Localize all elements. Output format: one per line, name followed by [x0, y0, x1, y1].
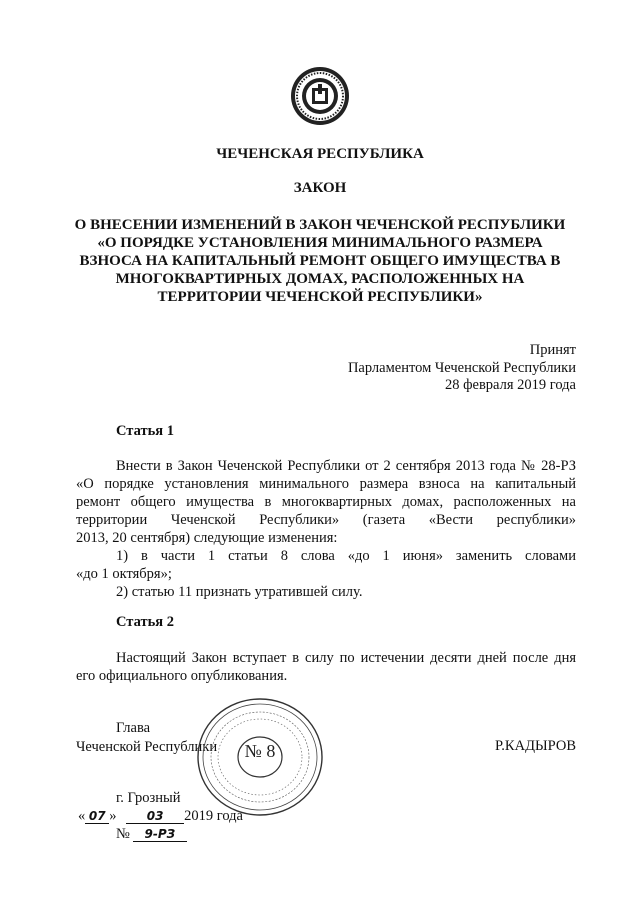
- date-line: [78, 808, 243, 825]
- article-1-line: «О порядке установления минимального размера взноса на капитальный: [76, 476, 576, 492]
- city: г. Грозный: [116, 790, 181, 806]
- article-1-heading: Статья 1: [116, 423, 174, 439]
- law-title-line: О ВНЕСЕНИИ ИЗМЕНЕНИЙ В ЗАКОН ЧЕЧЕНСКОЙ РЕСПУБЛИКИ: [74, 217, 566, 233]
- article-1-body: [76, 457, 576, 601]
- adoption-block: [348, 342, 576, 395]
- adoption-line: 28 февраля 2019 года: [444, 377, 576, 393]
- article-1-line: 1) в части 1 статьи 8 слова «до 1 июня» заменить словами: [116, 548, 576, 564]
- law-title: [0, 216, 640, 306]
- law-title-line: «О ПОРЯДКЕ УСТАНОВЛЕНИЯ МИНИМАЛЬНОГО РАЗМЕРА: [97, 235, 543, 251]
- date-day: 07: [85, 809, 109, 824]
- law-title-line: МНОГОКВАРТИРНЫХ ДОМАХ, РАСПОЛОЖЕННЫХ НА: [115, 271, 525, 287]
- date-year: 2019 года: [184, 808, 243, 824]
- date-close-quote: »: [109, 808, 117, 824]
- article-2-body: [76, 649, 576, 685]
- date-month: 03: [126, 809, 184, 824]
- law-number-label: №: [116, 826, 130, 842]
- date-open-quote: «: [78, 808, 86, 824]
- law-number-value: 9-РЗ: [133, 827, 187, 842]
- article-2-heading: Статья 2: [116, 614, 174, 630]
- signature-position-line: Чеченской Республики: [76, 739, 218, 755]
- article-2-line: его официального опубликования.: [76, 668, 288, 684]
- signatory-name: Р.КАДЫРОВ: [495, 738, 576, 754]
- law-title-line: ВЗНОСА НА КАПИТАЛЬНЫЙ РЕМОНТ ОБЩЕГО ИМУЩЕСТВА В: [79, 253, 561, 269]
- seal-number: № 8: [244, 741, 276, 761]
- republic-title: ЧЕЧЕНСКАЯ РЕСПУБЛИКА: [216, 146, 424, 162]
- article-1-line: ремонт общего имущества в многоквартирных домах, расположенных на: [76, 494, 576, 510]
- law-title-line: ТЕРРИТОРИИ ЧЕЧЕНСКОЙ РЕСПУБЛИКИ»: [157, 289, 483, 305]
- adoption-line: Парламентом Чеченской Республики: [347, 359, 576, 376]
- article-1-line: «до 1 октября»;: [76, 566, 172, 582]
- signature-position-line: Глава: [116, 720, 151, 736]
- article-2-line: Настоящий Закон вступает в силу по истечении десяти дней после дня: [116, 650, 576, 666]
- article-1-line: 2) статью 11 признать утратившей силу.: [116, 584, 363, 600]
- article-1-line: 2013, 20 сентября) следующие изменения:: [76, 530, 338, 546]
- article-1-line: территории Чеченской Республики» (газета «Вести республики»: [76, 512, 576, 528]
- law-number: [116, 826, 187, 843]
- article-1-line: Внести в Закон Чеченской Республики от 2 сентября 2013 года № 28-РЗ: [116, 458, 576, 474]
- document-type: ЗАКОН: [293, 180, 347, 196]
- coat-of-arms-emblem: [290, 66, 350, 126]
- adoption-line: Принят: [529, 342, 576, 358]
